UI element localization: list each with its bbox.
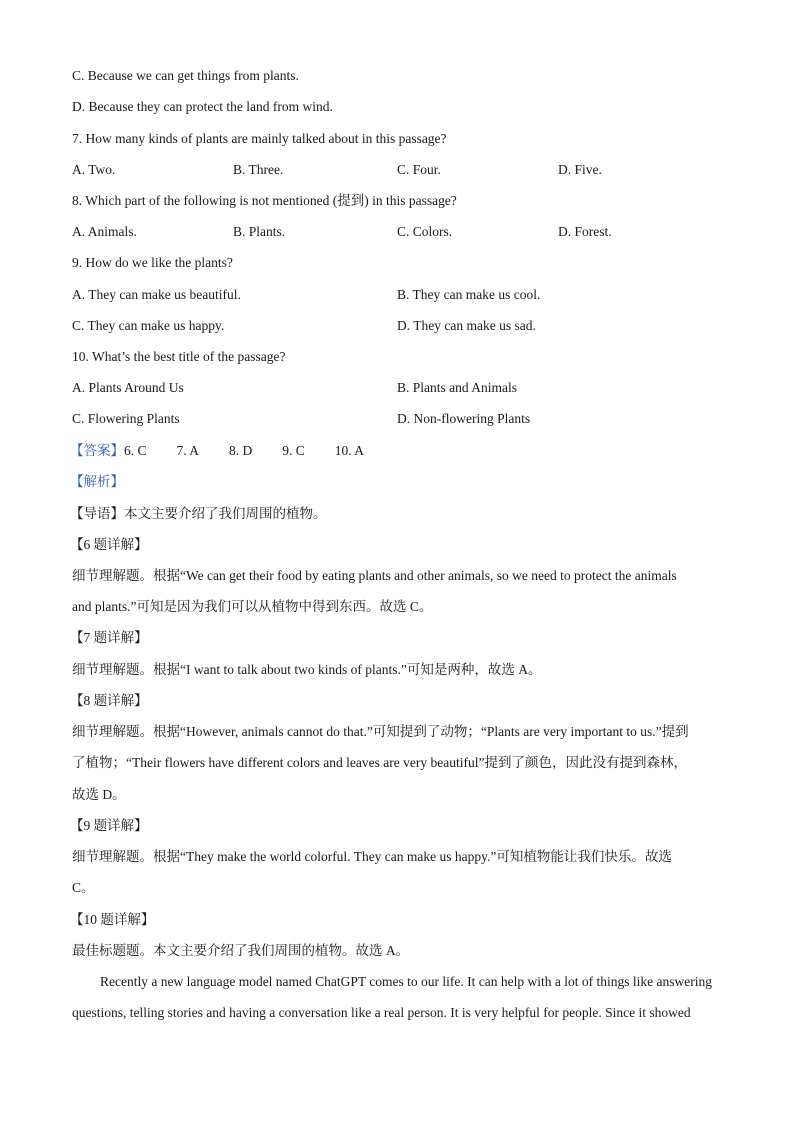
q8-option-c: C. Colors. [397, 224, 453, 239]
detail-8-heading: 【8 题详解】 [70, 693, 148, 708]
detail-9-heading: 【9 题详解】 [70, 818, 148, 833]
q8-option-a: A. Animals. [72, 224, 137, 239]
detail-10-line-1: 最佳标题题。本文主要介绍了我们周围的植物。故选 A。 [72, 943, 410, 958]
q7-option-d: D. Five. [558, 162, 602, 177]
q7-option-b: B. Three. [233, 162, 284, 177]
q10-stem: 10. What’s the best title of the passage? [72, 349, 286, 364]
answer-8: 8. D [229, 443, 253, 458]
q7-option-a: A. Two. [72, 162, 116, 177]
q10-option-c: C. Flowering Plants [72, 411, 180, 426]
answer-10: 10. A [334, 443, 365, 458]
detail-9-line-2: C。 [72, 880, 95, 895]
detail-10-heading: 【10 题详解】 [70, 912, 155, 927]
q9-stem: 9. How do we like the plants? [72, 255, 233, 270]
answer-7: 7. A [176, 443, 200, 458]
passage-line-2: questions, telling stories and having a conversation like a real person. It is very helpful for people. Since it showed [72, 1005, 691, 1020]
detail-8-line-2: 了植物；“Their flowers have different colors and leaves are very beautiful”提到了颜色，因此没有提到森林， [72, 755, 687, 770]
intro-text: 【导语】本文主要介绍了我们周围的植物。 [70, 506, 327, 521]
q10-option-b: B. Plants and Animals [397, 380, 518, 395]
answer-label: 【答案】 [70, 443, 124, 458]
answer-6: 6. C [124, 443, 147, 458]
q6-option-d: D. Because they can protect the land from wind. [72, 99, 333, 114]
answer-line [70, 442, 394, 460]
detail-6-heading: 【6 题详解】 [70, 537, 148, 552]
detail-8-line-1: 细节理解题。根据“However, animals cannot do that.”可知提到了动物；“Plants are very important to us.”提到 [72, 724, 689, 739]
q9-option-a: A. They can make us beautiful. [72, 287, 241, 302]
detail-9-line-1: 细节理解题。根据“They make the world colorful. They can make us happy.”可知植物能让我们快乐。故选 [72, 849, 672, 864]
answer-9: 9. C [282, 443, 305, 458]
analysis-label: 【解析】 [70, 474, 124, 489]
detail-8-line-3: 故选 D。 [72, 787, 126, 802]
detail-6-line-2: and plants.”可知是因为我们可以从植物中得到东西。故选 C。 [72, 599, 433, 614]
q8-option-d: D. Forest. [558, 224, 612, 239]
q9-option-b: B. They can make us cool. [397, 287, 541, 302]
q9-option-c: C. They can make us happy. [72, 318, 225, 333]
detail-6-line-1: 细节理解题。根据“We can get their food by eating plants and other animals, so we need to protect the animals [72, 568, 677, 583]
detail-7-heading: 【7 题详解】 [70, 630, 148, 645]
q9-option-d: D. They can make us sad. [397, 318, 536, 333]
q10-option-a: A. Plants Around Us [72, 380, 184, 395]
q8-option-b: B. Plants. [233, 224, 286, 239]
passage-line-1: Recently a new language model named ChatGPT comes to our life. It can help with a lot of things like answering [100, 974, 712, 989]
q7-stem: 7. How many kinds of plants are mainly talked about in this passage? [72, 131, 447, 146]
q6-option-c: C. Because we can get things from plants. [72, 68, 299, 83]
q8-stem: 8. Which part of the following is not mentioned (提到) in this passage? [72, 193, 457, 208]
detail-7-line-1: 细节理解题。根据“I want to talk about two kinds of plants.”可知是两种，故选 A。 [72, 662, 542, 677]
q7-option-c: C. Four. [397, 162, 441, 177]
q10-option-d: D. Non-flowering Plants [397, 411, 531, 426]
